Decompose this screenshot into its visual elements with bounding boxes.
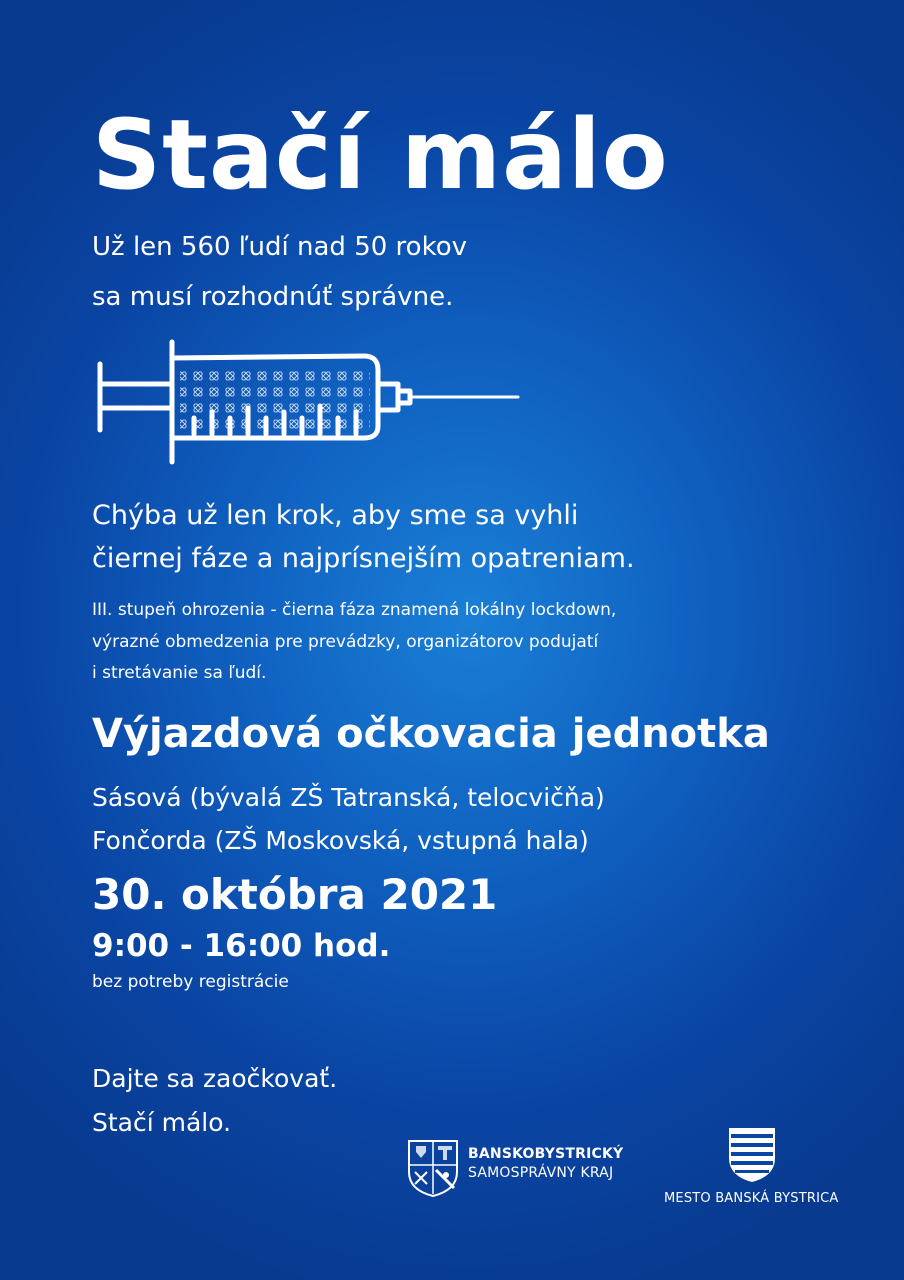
event-location-1: Sásová (bývalá ZŠ Tatranská, telocvičňa): [92, 783, 605, 812]
city-shield-icon: [727, 1126, 777, 1188]
headline: Stačí málo: [92, 99, 669, 211]
note-line-1: III. stupeň ohrozenia - čierna fáza znamená lokálny lockdown,: [92, 600, 617, 620]
closing-line-2: Stačí málo.: [92, 1108, 232, 1137]
syringe-icon: [94, 336, 524, 472]
registration-note: bez potreby registrácie: [92, 972, 289, 992]
note-line-3: i stretávanie sa ľudí.: [92, 663, 267, 683]
message-line-1: Chýba už len krok, aby sme sa vyhli: [92, 500, 579, 531]
note-line-2: výrazné obmedzenia pre prevádzky, organizátorov podujatí: [92, 632, 599, 652]
event-time: 9:00 - 16:00 hod.: [92, 928, 391, 964]
region-logo-line-2: SAMOSPRÁVNY KRAJ: [468, 1165, 614, 1181]
intro-line-2: sa musí rozhodnúť správne.: [92, 282, 454, 312]
event-date: 30. októbra 2021: [92, 870, 498, 919]
region-logo-line-1: BANSKOBYSTRICKÝ: [468, 1146, 624, 1162]
event-location-2: Fončorda (ZŠ Moskovská, vstupná hala): [92, 826, 589, 855]
message-line-2: čiernej fáze a najprísnejším opatreniam.: [92, 543, 635, 574]
city-logo-name: MESTO BANSKÁ BYSTRICA: [664, 1191, 839, 1206]
event-heading: Výjazdová očkovacia jednotka: [92, 711, 770, 757]
intro-line-1: Už len 560 ľudí nad 50 rokov: [92, 232, 467, 262]
coat-of-arms-icon: [406, 1138, 460, 1202]
closing-line-1: Dajte sa zaočkovať.: [92, 1064, 338, 1093]
